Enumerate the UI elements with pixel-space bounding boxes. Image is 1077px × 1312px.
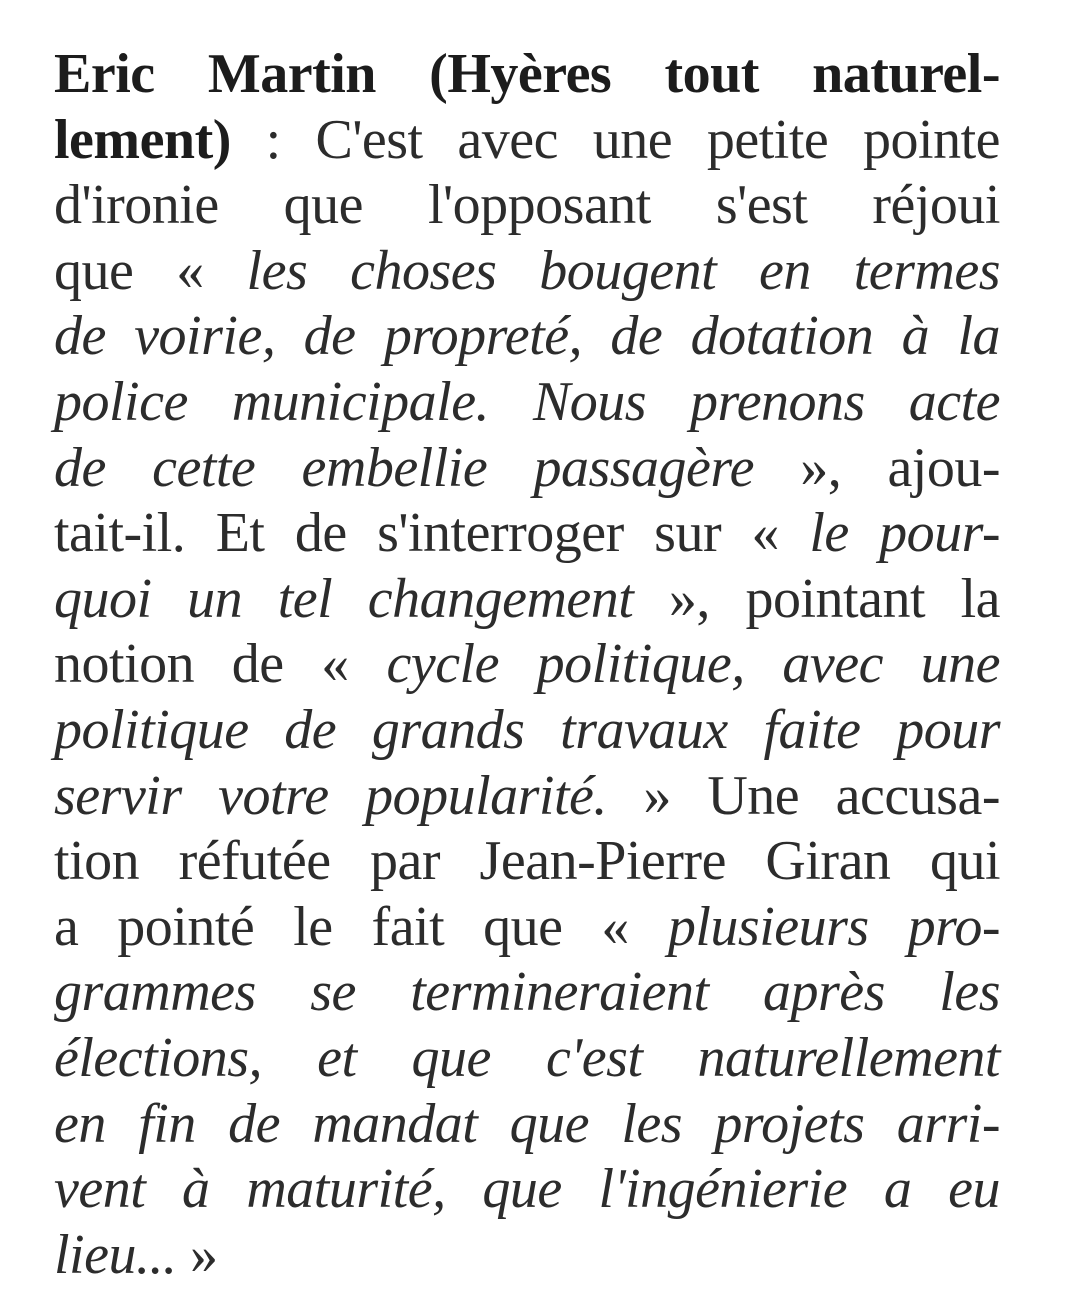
article-text: notion de «: [54, 633, 387, 696]
article-line: [54, 1092, 1000, 1158]
article-line: [54, 436, 1000, 502]
article-line: [54, 370, 1000, 436]
article-line: [54, 960, 1000, 1026]
article-text: police municipale. Nous prenons acte: [54, 370, 1000, 433]
article-text: vent à maturité, que l'ingénierie a eu: [54, 1158, 1000, 1221]
article-text: servir votre popularité.: [54, 764, 607, 827]
article-line: [54, 1223, 1000, 1289]
article-line: [54, 1026, 1000, 1092]
article-text: que «: [54, 239, 247, 302]
article-text: »: [176, 1223, 218, 1286]
article-line: [54, 764, 1000, 830]
article-line: [54, 632, 1000, 698]
article-line: [54, 1157, 1000, 1223]
article-line: [54, 829, 1000, 895]
article-text: tion réfutée par Jean-Pierre Giran qui: [54, 830, 1000, 893]
article-text: : C'est avec une petite pointe: [230, 108, 1000, 171]
article-text: », ajou-: [753, 436, 1001, 499]
article-text: élections, et que c'est naturellement: [54, 1026, 1000, 1089]
article-text: de voirie, de propreté, de dotation à la: [54, 305, 1000, 368]
article-line: [54, 304, 1000, 370]
article-line: [54, 895, 1000, 961]
article-text: les choses bougent en termes: [246, 239, 1000, 302]
article-text: tait-il. Et de s'interroger sur «: [54, 502, 810, 565]
article-line: [54, 42, 1000, 108]
article-text: politique de grands travaux faite pour: [54, 698, 1000, 761]
article-paragraph: [54, 42, 1000, 1288]
article-text: cycle politique, avec une: [386, 633, 1000, 696]
author-name: lement): [54, 108, 231, 171]
cut-off-next-line: [120, 1300, 820, 1312]
article-text: a pointé le fait que «: [54, 895, 668, 958]
article-line: [54, 567, 1000, 633]
article-text: quoi un tel changement: [54, 567, 634, 630]
article-text: », pointant la: [633, 567, 1000, 630]
article-text: » Une accusa-: [606, 764, 1000, 827]
article-text: grammes se termineraient après les: [54, 961, 1000, 1024]
article-text: plusieurs pro-: [667, 895, 1000, 958]
author-name: Eric Martin (Hyères tout naturel-: [54, 43, 1000, 105]
article-text: d'ironie que l'opposant s'est réjoui: [54, 174, 1000, 237]
article-line: [54, 501, 1000, 567]
article-line: [54, 698, 1000, 764]
article-text: en fin de mandat que les projets arri-: [54, 1092, 1000, 1155]
article-line: [54, 239, 1000, 305]
article-text: de cette embellie passagère: [54, 436, 754, 499]
article-text: le pour-: [809, 502, 1001, 565]
article-line: [54, 173, 1000, 239]
article-text: lieu...: [54, 1223, 177, 1286]
article-line: [54, 108, 1000, 174]
